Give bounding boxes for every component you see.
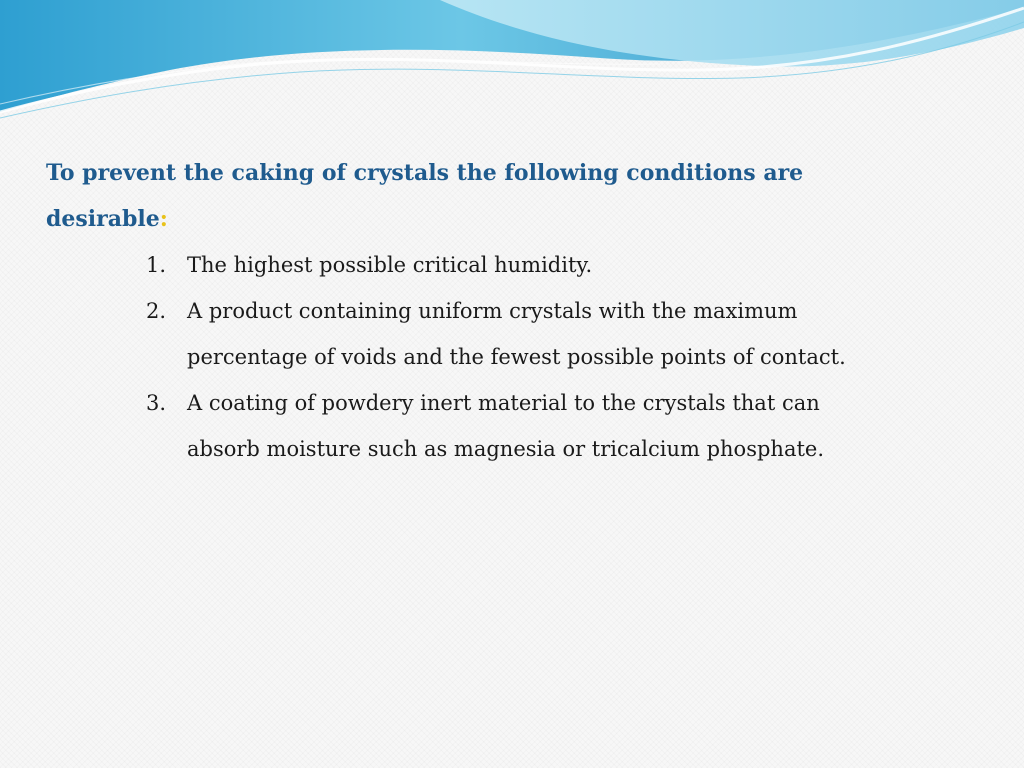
- list-item-text: A coating of powdery inert material to the crystals that can absorb moisture such as magnesia or tricalcium phosphate.: [187, 391, 825, 461]
- list-item-text: A product containing uniform crystals with the maximum percentage of voids and the fewest possible points of contact.: [187, 299, 846, 369]
- list-item-number: 1.: [146, 253, 167, 277]
- list-item-number: 3.: [146, 391, 167, 415]
- list-item: [46, 380, 877, 472]
- heading-colon: :: [159, 206, 168, 232]
- list-item: [46, 288, 877, 380]
- list-item-number: 2.: [146, 299, 167, 323]
- slide-content: [46, 150, 966, 472]
- list-item: [46, 242, 877, 288]
- heading-text: To prevent the caking of crystals the following conditions are desirable: [46, 160, 804, 232]
- conditions-list: [46, 242, 966, 472]
- header-wave-decoration: [0, 0, 1024, 130]
- slide-heading: [46, 150, 806, 242]
- list-item-text: The highest possible critical humidity.: [187, 253, 593, 277]
